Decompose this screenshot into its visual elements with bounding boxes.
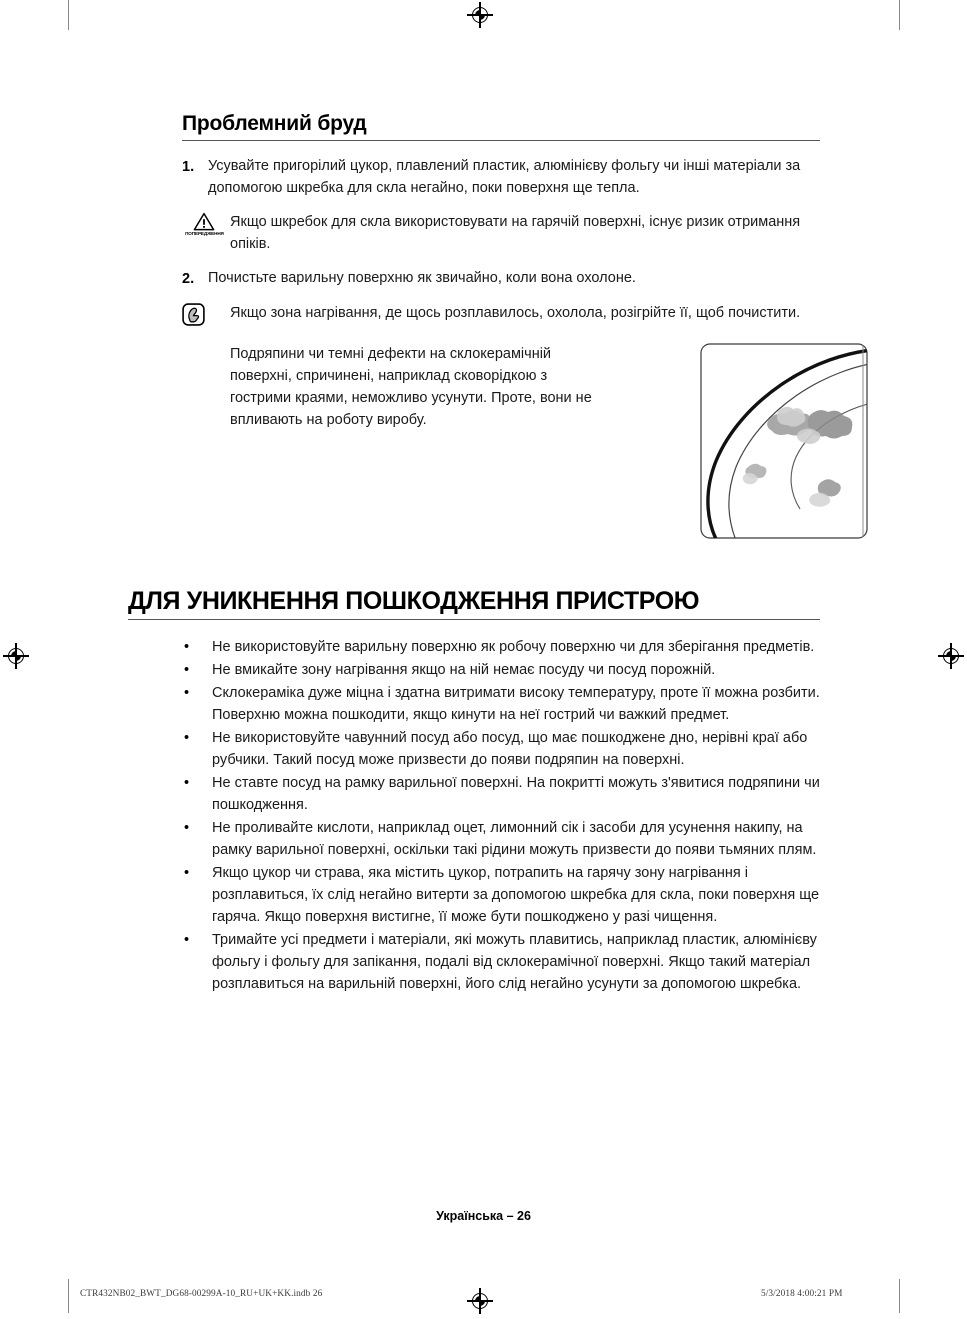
numbered-step: [182, 155, 820, 199]
list-item-text: [212, 682, 820, 726]
sub-heading: Проблемний бруд: [182, 112, 367, 135]
list-item: [184, 772, 820, 816]
bullet-list: [184, 636, 820, 996]
warning-callout: [182, 211, 820, 255]
step-text: Почистьте варильну поверхню як звичайно, коли вона охолоне.: [208, 270, 636, 287]
avoid-damage-section: [128, 587, 820, 996]
list-item: [184, 929, 820, 995]
warning-label: ПОПЕРЕДЖЕННЯ: [184, 231, 224, 237]
cooktop-surface-stains-illustration: [700, 343, 868, 539]
bullet-glyph: •: [184, 820, 190, 837]
list-item: [184, 817, 820, 861]
bullet-glyph: •: [184, 729, 190, 746]
list-item-text: Якщо цукор чи страва, яка містить цукор, потрапить на гарячу зону нагрівання і розплавиться, їх слід негайно витерти за допомогою шкребка для скла, поки поверхня ще гаряча. Якщо поверхня вистигне, її може бути пошкоджено у разі чищення.: [212, 865, 820, 926]
numbered-step: [182, 267, 820, 290]
bullet-glyph: •: [184, 638, 190, 655]
registration-mark-top: [467, 2, 493, 28]
list-item-main-text: Склокераміка дуже міцна і здатна витримати високу температуру, проте її можна розбити.: [212, 684, 820, 701]
registration-mark-left: [3, 643, 29, 669]
bullet-glyph: •: [184, 661, 190, 678]
list-item-text: Не використовуйте варильну поверхню як робочу поверхню чи для зберігання предметів.: [212, 638, 815, 655]
list-item-text: Не використовуйте чавунний посуд або посуд, що має пошкоджене дно, нерівні краї або рубчики. Такий посуд може призвести до появи подряпин на поверхні.: [212, 729, 808, 768]
list-item-text: Не вмикайте зону нагрівання якщо на ній немає посуду чи посуд порожній.: [212, 661, 716, 678]
trim-mark-top-left: [68, 0, 69, 30]
trim-mark-top-right: [899, 0, 900, 30]
list-item: [184, 727, 820, 771]
print-footer-timestamp: 5/3/2018 4:00:21 PM: [761, 1289, 843, 1299]
warning-callout-icon-area: [182, 211, 228, 236]
trim-mark-bottom-right: [899, 1279, 900, 1313]
warning-triangle-icon: [193, 212, 215, 231]
section-heading-rule: [128, 619, 820, 620]
note-callout-icon-area: [182, 302, 228, 331]
note-callout: [182, 302, 820, 331]
registration-mark-bottom: [467, 1288, 493, 1314]
registration-mark-right: [938, 643, 964, 669]
section-heading: ДЛЯ УНИКНЕННЯ ПОШКОДЖЕННЯ ПРИСТРОЮ: [128, 586, 700, 615]
list-item: [184, 682, 820, 726]
note-callout-text: Якщо зона нагрівання, де щось розплавилось, охолола, розігрійте її, щоб почистити.: [230, 304, 801, 321]
page-footer-label: Українська – 26: [436, 1209, 531, 1223]
list-item: [184, 636, 820, 658]
step-text: Усувайте пригорілий цукор, плавлений пластик, алюмінієву фольгу чи інші матеріали за допомогою шкребка для скла негайно, поки поверхня ще тепла.: [208, 158, 801, 197]
warning-callout-text: Якщо шкребок для скла використовувати на гарячій поверхні, існує ризик отримання опіків.: [230, 214, 801, 253]
sub-heading-rule: [182, 140, 820, 141]
print-footer-filename: CTR432NB02_BWT_DG68-00299A-10_RU+UK+KK.indb 26: [80, 1289, 323, 1299]
trim-mark-bottom-left: [68, 1279, 69, 1313]
note-hand-icon: [182, 303, 205, 326]
step-marker: 1.: [182, 158, 195, 175]
figure-paragraph: Подряпини чи темні дефекти на склокерамічній поверхні, спричинені, наприклад сковорідкою з гострими краями, неможливо усунути. Проте, вони не впливають на роботу виробу.: [230, 345, 592, 428]
list-item-extra-text: Поверхню можна пошкодити, якщо кинути на неї гострий чи важкий предмет.: [212, 706, 730, 723]
bullet-glyph: •: [184, 775, 190, 792]
figure-block: [182, 343, 820, 543]
list-item-text: Не ставте посуд на рамку варильної поверхні. На покритті можуть з'явитися подряпини чи пошкодження.: [212, 775, 820, 814]
list-item: [184, 862, 820, 928]
bullet-glyph: •: [184, 865, 190, 882]
page-content: [128, 112, 820, 996]
step-marker: 2.: [182, 270, 195, 287]
list-item-text: Не проливайте кислоти, наприклад оцет, лимонний сік і засоби для усунення накипу, на рамку варильної поверхні, оскільки такі рідини можуть призвести до появи тьмяних плям.: [212, 820, 817, 859]
bullet-glyph: •: [184, 684, 190, 701]
list-item-text: Тримайте усі предмети і матеріали, які можуть плавитись, наприклад пластик, алюмінієву фольгу і фольгу для запікання, подалі від склокерамічної поверхні. Якщо такий матеріал розплавиться на варильній поверхні, його слід негайно усунути за допомогою шкребка.: [212, 932, 817, 993]
bullet-glyph: •: [184, 932, 190, 949]
list-item: [184, 659, 820, 681]
